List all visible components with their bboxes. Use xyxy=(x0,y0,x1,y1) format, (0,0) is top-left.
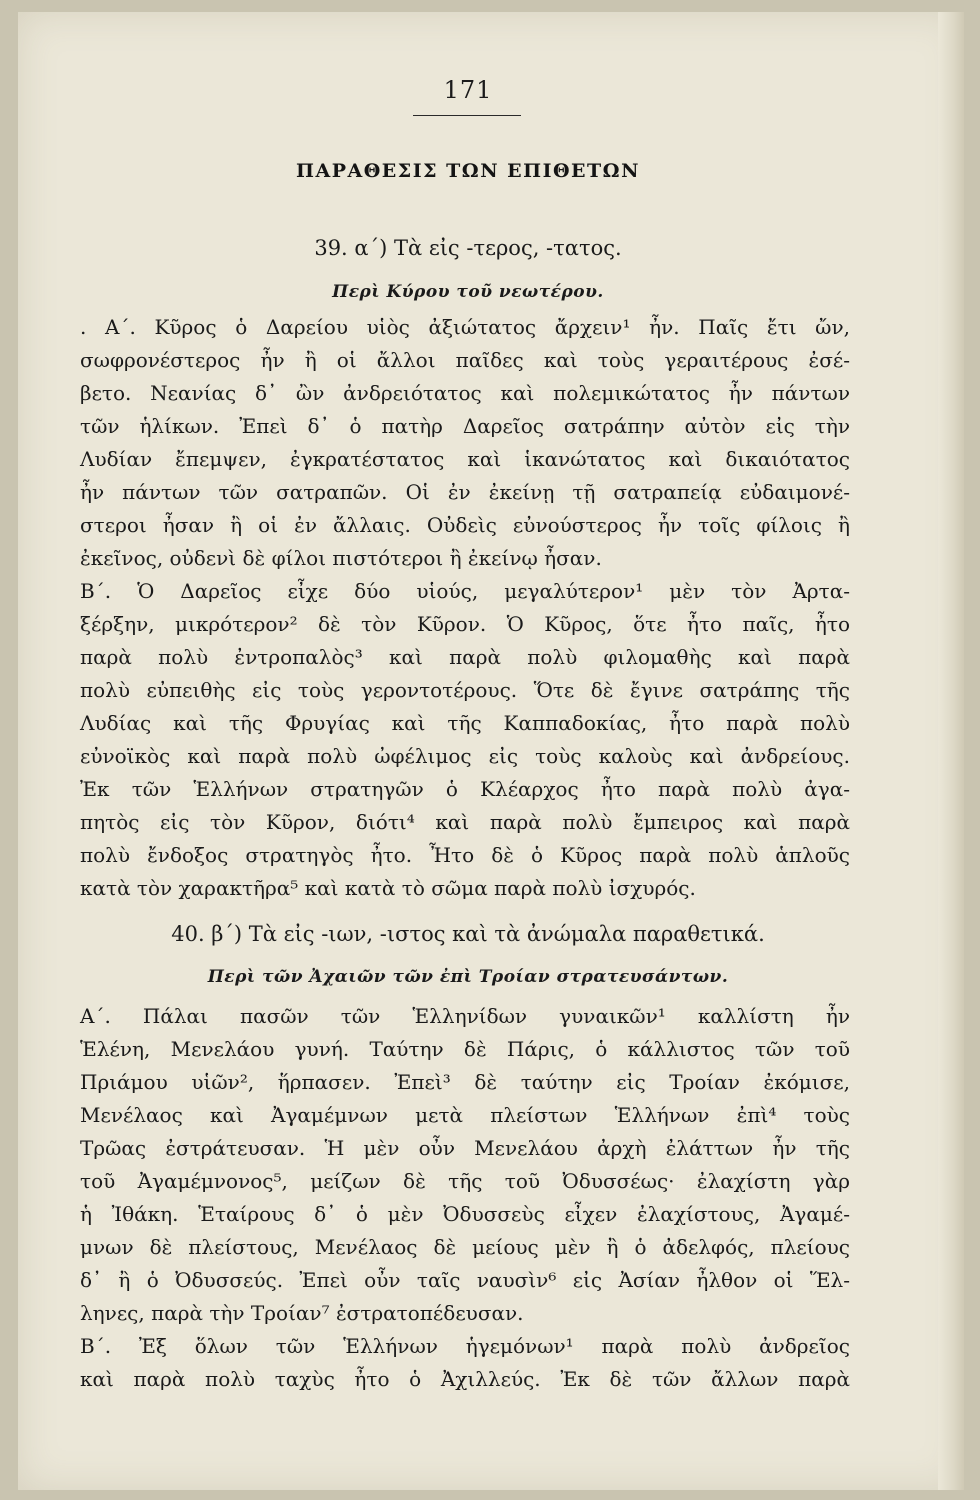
text-line: σωφρονέστερος ἦν ἢ οἱ ἄλλοι παῖδες καὶ τοὺς γεραιτέρους ἐσέ- xyxy=(80,348,850,372)
text-line: Ἑλένη, Μενελάου γυνή. Ταύτην δὲ Πάρις, ὁ κάλλιστος τῶν τοῦ xyxy=(80,1037,850,1061)
text-line: ξέρξην, μικρότερον² δὲ τὸν Κῦρον. Ὁ Κῦρος, ὅτε ἦτο παῖς, ἦτο xyxy=(80,612,850,636)
text-line: πητὸς εἰς τὸν Κῦρον, διότι⁴ καὶ παρὰ πολὺ ἔμπειρος καὶ παρὰ xyxy=(80,810,850,834)
text-line: κατὰ τὸν χαρακτῆρα⁵ καὶ κατὰ τὸ σῶμα παρὰ πολὺ ἰσχυρός. xyxy=(80,876,696,900)
page-number-rule xyxy=(413,115,521,116)
section-heading: 39. α΄) Τὰ εἰς -τερος, -τατος. xyxy=(314,236,622,260)
text-line: πολὺ εὐπειθὴς εἰς τοὺς γεροντοτέρους. Ὅτε δὲ ἔγινε σατράπης τῆς xyxy=(80,678,850,702)
text-line: Ἐκ τῶν Ἑλλήνων στρατηγῶν ὁ Κλέαρχος ἦτο παρὰ πολὺ ἀγα- xyxy=(80,777,850,801)
text-line: Μενέλαος καὶ Ἀγαμέμνων μετὰ πλείστων Ἑλλήνων ἐπὶ⁴ τοὺς xyxy=(80,1103,850,1127)
text-line: καὶ παρὰ πολὺ ταχὺς ἦτο ὁ Ἀχιλλεύς. Ἐκ δὲ τῶν ἄλλων παρὰ xyxy=(80,1367,850,1391)
text-line: πολὺ ἔνδοξος στρατηγὸς ἦτο. Ἦτο δὲ ὁ Κῦρος παρὰ πολὺ ἁπλοῦς xyxy=(80,843,850,867)
section-title: ΠΑΡΑΘΕΣΙΣ ΤΩΝ ΕΠΙΘΕΤΩΝ xyxy=(296,160,640,182)
book-page xyxy=(18,12,964,1490)
text-line: Β΄. Ὁ Δαρεῖος εἶχε δύο υἱούς, μεγαλύτερον¹ μὲν τὸν Ἀρτα- xyxy=(80,579,850,603)
text-line: βετο. Νεανίας δ᾿ ὢν ἀνδρειότατος καὶ πολεμικώτατος ἦν πάντων xyxy=(80,381,850,405)
text-line: Α΄. Πάλαι πασῶν τῶν Ἑλληνίδων γυναικῶν¹ καλλίστη ἦν xyxy=(80,1004,850,1028)
text-line: παρὰ πολὺ ἐντροπαλὸς³ καὶ παρὰ πολὺ φιλομαθὴς καὶ παρὰ xyxy=(80,645,850,669)
text-line: . Α΄. Κῦρος ὁ Δαρείου υἱὸς ἀξιώτατος ἄρχειν¹ ἦν. Παῖς ἔτι ὤν, xyxy=(80,315,850,339)
text-line: Πριάμου υἱῶν², ἥρπασεν. Ἐπεὶ³ δὲ ταύτην εἰς Τροίαν ἐκόμισε, xyxy=(80,1070,850,1094)
text-line: τοῦ Ἀγαμέμνονος⁵, μείζων δὲ τῆς τοῦ Ὀδυσσέως· ἐλαχίστη γὰρ xyxy=(80,1169,850,1193)
text-line: τῶν ἡλίκων. Ἐπεὶ δ᾿ ὁ πατὴρ Δαρεῖος σατράπην αὐτὸν εἰς τὴν xyxy=(80,414,850,438)
section-heading: 40. β΄) Τὰ εἰς -ιων, -ιστος καὶ τὰ ἀνώμαλα παραθετικά. xyxy=(171,922,765,946)
text-line: ἡ Ἰθάκη. Ἑταίρους δ᾿ ὁ μὲν Ὀδυσσεὺς εἶχεν ἐλαχίστους, Ἀγαμέ- xyxy=(80,1202,850,1226)
text-line: στεροι ἦσαν ἢ οἱ ἐν ἄλλαις. Οὐδεὶς εὐνούστερος ἦν τοῖς φίλοις ἢ xyxy=(80,513,850,537)
text-line: Λυδίαν ἔπεμψεν, ἐγκρατέστατος καὶ ἱκανώτατος καὶ δικαιότατος xyxy=(80,447,850,471)
text-line: Β΄. Ἐξ ὅλων τῶν Ἑλλήνων ἡγεμόνων¹ παρὰ πολὺ ἀνδρεῖος xyxy=(80,1334,850,1358)
section-subheading: Περὶ τῶν Ἀχαιῶν τῶν ἐπὶ Τροίαν στρατευσάντων. xyxy=(207,967,729,987)
page-number: 171 xyxy=(443,76,493,104)
text-line: Λυδίας καὶ τῆς Φρυγίας καὶ τῆς Καππαδοκίας, ἦτο παρὰ πολὺ xyxy=(80,711,850,735)
page-binding-shadow xyxy=(938,12,964,1490)
text-line: ἦν πάντων τῶν σατραπῶν. Οἱ ἐν ἐκείνῃ τῇ σατραπείᾳ εὐδαιμονέ- xyxy=(80,480,850,504)
text-line: ἐκεῖνος, οὐδενὶ δὲ φίλοι πιστότεροι ἢ ἐκείνῳ ἦσαν. xyxy=(80,546,602,570)
text-line: εὐνοϊκὸς καὶ παρὰ πολὺ ὠφέλιμος εἰς τοὺς καλοὺς καὶ ἀνδρείους. xyxy=(80,744,850,768)
text-line: Τρῶας ἐστράτευσαν. Ἡ μὲν οὖν Μενελάου ἀρχὴ ἐλάττων ἦν τῆς xyxy=(80,1136,850,1160)
text-line: ληνες, παρὰ τὴν Τροίαν⁷ ἐστρατοπέδευσαν. xyxy=(80,1301,524,1325)
section-subheading: Περὶ Κύρου τοῦ νεωτέρου. xyxy=(332,282,604,302)
text-line: δ᾿ ἢ ὁ Ὀδυσσεύς. Ἐπεὶ οὖν ταῖς ναυσὶν⁶ εἰς Ἀσίαν ἦλθον οἱ Ἕλ- xyxy=(80,1268,850,1292)
text-line: μνων δὲ πλείστους, Μενέλαος δὲ μείους μὲν ἢ ὁ ἀδελφός, πλείους xyxy=(80,1235,850,1259)
